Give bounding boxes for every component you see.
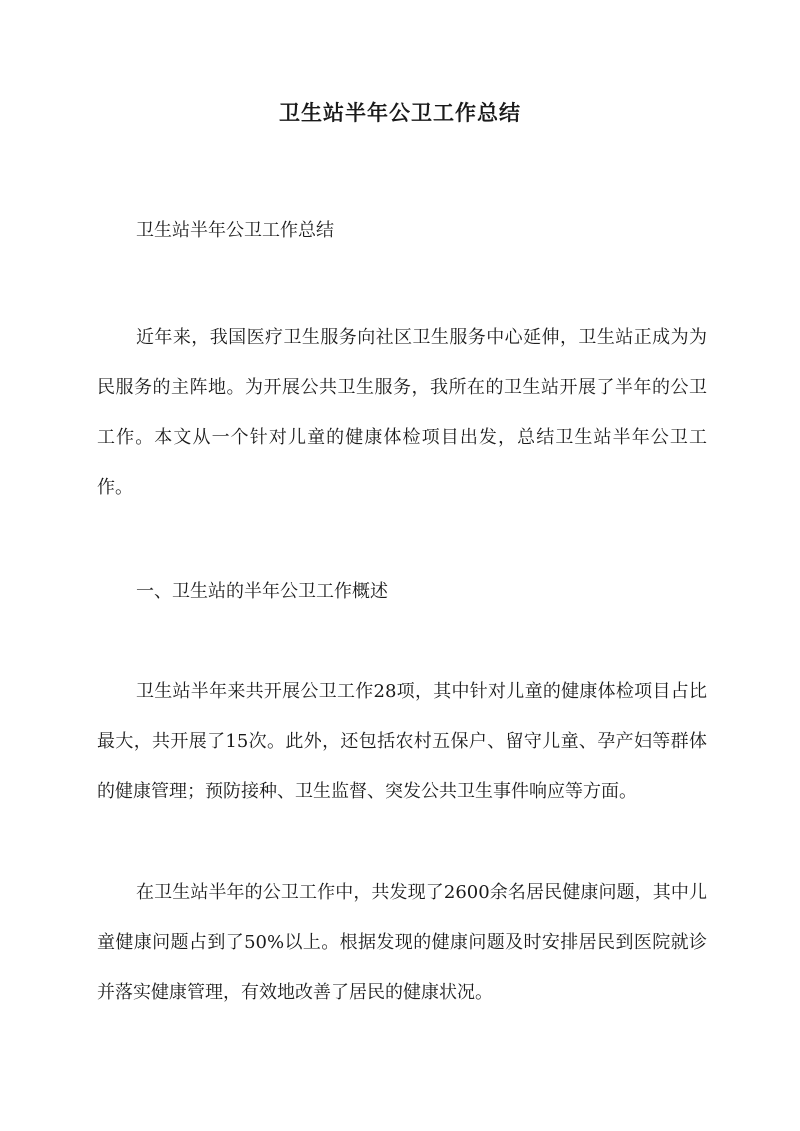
document-subtitle: 卫生站半年公卫工作总结 [136,220,334,241]
paragraph-overview: 卫生站半年来共开展公卫工作28项，其中针对儿童的健康体检项目占比最大，共开展了15次。此外，还包括农村五保户、留守儿童、孕产妇等群体的健康管理；预防接种、卫生监督、突发公共卫生事件响应等方面。 [97,681,707,802]
paragraph-results: 在卫生站半年的公卫工作中，共发现了2600余名居民健康问题，其中儿童健康问题占到了50%以上。根据发现的健康问题及时安排居民到医院就诊并落实健康管理，有效地改善了居民的健康状况。 [97,882,707,1003]
document-title: 卫生站半年公卫工作总结 [279,100,521,125]
paragraph-intro: 近年来，我国医疗卫生服务向社区卫生服务中心延伸，卫生站正成为为民服务的主阵地。为开展公共卫生服务，我所在的卫生站开展了半年的公卫工作。本文从一个针对儿童的健康体检项目出发，总结卫生站半年公卫工作。 [97,327,707,498]
section-heading-overview: 一、卫生站的半年公卫工作概述 [136,581,388,602]
